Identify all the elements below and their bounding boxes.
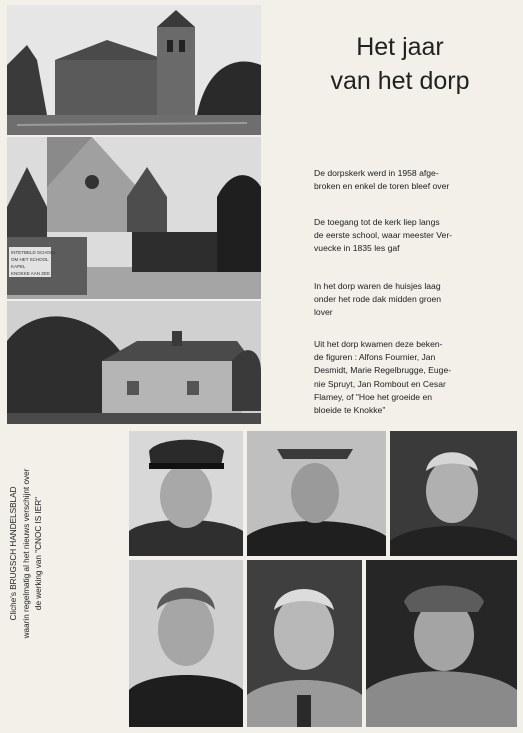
portrait-2 xyxy=(247,431,386,556)
portrait-1 xyxy=(129,431,243,556)
paragraph-school xyxy=(314,216,506,256)
text-line: lover xyxy=(314,307,333,318)
text-line: Desmidt, Marie Regelbrugge, Euge- xyxy=(314,365,452,376)
text-line: Flamey, of "Hoe het groeide en xyxy=(314,391,433,402)
caption-line: de werking van "CNOC IS IER" xyxy=(34,496,43,611)
text-line: de eerste school, waar meester Ver- xyxy=(314,230,453,241)
page-title xyxy=(300,30,500,98)
sign-line: KAPEL xyxy=(11,264,26,269)
photo-village-houses xyxy=(7,301,261,424)
sign-line: KNOKKE AAN ZEE xyxy=(11,271,51,276)
portrait-3 xyxy=(390,431,517,556)
text-line: nie Spruyt, Jan Rombout en Cesar xyxy=(314,378,446,389)
photo-school-entrance xyxy=(7,137,261,299)
text-line: In het dorp waren de huisjes laag xyxy=(314,281,441,291)
text-line: vuecke in 1835 les gaf xyxy=(314,243,400,254)
photo-credit-caption xyxy=(8,411,62,696)
paragraph-houses xyxy=(314,280,506,320)
portrait-6 xyxy=(366,560,517,727)
paragraph-figures xyxy=(314,338,506,417)
caption-line: Cliche's BRUGSCH HANDELSBLAD xyxy=(9,486,18,621)
title-line-1: Het jaar xyxy=(356,33,444,61)
text-line: Uit het dorp kwamen deze beken- xyxy=(314,339,443,349)
photo-church xyxy=(7,5,261,135)
text-line: de figuren : Alfons Fournier, Jan xyxy=(314,352,436,363)
portrait-4 xyxy=(129,560,243,727)
caption-line: waarin regelmatig al het nieuws verschijnt over xyxy=(21,468,31,639)
title-line-2: van het dorp xyxy=(330,67,470,95)
sign-line: OM HET SCHOOL xyxy=(11,257,49,262)
paragraph-church xyxy=(314,167,506,193)
text-line: De toegang tot de kerk liep langs xyxy=(314,217,440,227)
sign-line: INTETBELD SCHOOL xyxy=(11,250,57,255)
text-line: De dorpskerk werd in 1958 afge- xyxy=(314,168,439,178)
text-line: onder het rode dak midden groen xyxy=(314,294,442,305)
text-line: broken en enkel de toren bleef over xyxy=(314,181,450,192)
text-line: bloeide te Knokke" xyxy=(314,405,386,416)
portrait-5 xyxy=(247,560,362,727)
